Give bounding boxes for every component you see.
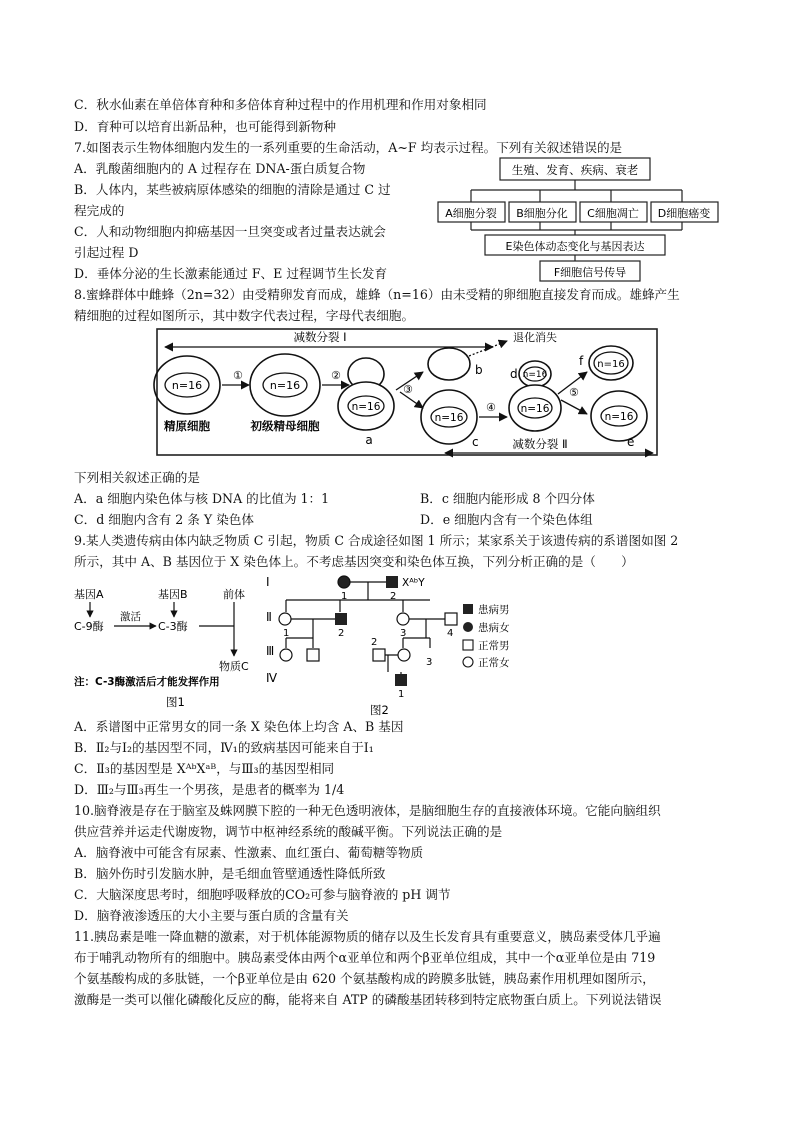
q11-stem-3: 个氨基酸构成的多肽链，一个β亚单位是由 620 个氨基酸构成的跨膜多肽链，胰岛素作用机理如图所示， xyxy=(74,971,655,986)
q7-option-d: D．垂体分泌的生长激素能通过 F、E 过程调节生长发育 xyxy=(74,266,388,281)
q7-option-a: A．乳酸菌细胞内的 A 过程存在 DNA-蛋白质复合物 xyxy=(74,161,366,176)
q8-option-c: C．d 细胞内含有 2 条 Y 染色体 xyxy=(74,512,254,527)
q8-option-d: D．e 细胞内含有一个染色体组 xyxy=(420,512,593,527)
fig8-step5: ⑤ xyxy=(569,386,579,399)
fig8-cell-label-c: n=16 xyxy=(434,412,464,424)
q8-option-b: B．c 细胞内能形成 8 个四分体 xyxy=(420,491,595,506)
ped-n-ii4: 4 xyxy=(447,628,454,639)
fig9-caption-2: 图2 xyxy=(370,703,389,717)
fig9-pedigree xyxy=(258,570,528,718)
ped-genotype: XᴬᵇY xyxy=(402,577,425,589)
fig8-cell-label-a: n=16 xyxy=(351,401,381,413)
q10-option-d: D．脑脊液渗透压的大小主要与蛋白质的含量有关 xyxy=(74,908,349,923)
fig8-label-c: c xyxy=(472,435,479,449)
fig7-a: A细胞分裂 xyxy=(445,207,497,220)
fig9-enzyme-c3: C-3酶 xyxy=(158,620,188,633)
fig8-cell-label-d-top: n=16 xyxy=(522,370,548,380)
q10-option-a: A．脑脊液中可能含有尿素、性激素、血红蛋白、葡萄糖等物质 xyxy=(74,845,424,860)
q9-option-c: C．Ⅱ₃的基因型是 XᴬᵇXᵃᴮ，与Ⅲ₃的基因型相同 xyxy=(74,761,335,776)
ped-n-ii1: 1 xyxy=(283,628,290,639)
fig8-cell-label-d: n=16 xyxy=(520,403,550,415)
fig9-pathway xyxy=(74,578,279,708)
ped-n-i2: 2 xyxy=(390,591,397,602)
fig8-step3: ③ xyxy=(403,383,413,396)
q8-stem: 8.蜜蜂群体中雌蜂（2n=32）由受精卵发育而成，雄蜂（n=16）由未受精的卵细胞直接发育而成。雄蜂产生 xyxy=(74,287,680,302)
line-option-c: C．秋水仙素在单倍体育种和多倍体育种过程中的作用机理和作用对象相同 xyxy=(74,97,487,112)
q7-option-c: C．人和动物细胞内抑癌基因一旦突变或者过量表达就会 xyxy=(74,224,386,239)
fig9-product-c: 物质C xyxy=(219,660,249,673)
q7-option-c-cont: 引起过程 D xyxy=(74,245,139,260)
ped-n-iii3: 3 xyxy=(426,657,433,668)
fig8-label-b: b xyxy=(475,363,483,377)
q8-stem-cont: 精细胞的过程如图所示，其中数字代表过程，字母代表细胞。 xyxy=(74,308,415,323)
fig7-c: C细胞凋亡 xyxy=(587,207,639,220)
fig8-cell-label-2: n=16 xyxy=(269,379,301,392)
ped-n-iv1: 1 xyxy=(398,689,405,700)
legend-normal-male: 正常男 xyxy=(478,640,510,652)
q8-prompt: 下列相关叙述正确的是 xyxy=(74,470,200,485)
fig8-step1: ① xyxy=(233,369,243,382)
fig7-top: 生殖、发育、疾病、衰老 xyxy=(511,163,639,177)
fig8-label-e: e xyxy=(627,435,635,449)
fig8-degenerate: 退化消失 xyxy=(513,331,557,344)
q11-stem: 11.胰岛素是唯一降血糖的激素，对于机体能源物质的储存以及生长发育具有重要意义，胰岛素受体几乎遍 xyxy=(74,929,661,944)
fig8-label-a: a xyxy=(365,433,373,447)
fig7-d: D细胞癌变 xyxy=(657,207,711,220)
q11-stem-4: 激酶是一类可以催化磷酸化反应的酶，能将来自 ATP 的磷酸基团转移到特定底物蛋白质上。下列说法错误 xyxy=(74,992,662,1007)
line-option-d: D．育种可以培育出新品种，也可能得到新物种 xyxy=(74,119,336,134)
ped-n-ii2: 2 xyxy=(338,628,345,639)
fig9-note: 注：C-3酶激活后才能发挥作用 xyxy=(74,676,220,688)
fig8-meiosis2: 减数分裂 Ⅱ xyxy=(512,437,568,451)
q7-option-b-cont: 程完成的 xyxy=(74,203,125,218)
fig9-enzyme-c9: C-9酶 xyxy=(74,620,104,633)
fig9-gene-b: 基因B xyxy=(158,588,188,601)
fig8-label-f: f xyxy=(579,354,584,368)
fig8-cell-label-f: n=16 xyxy=(597,359,625,370)
legend-normal-female: 正常女 xyxy=(478,657,510,669)
fig7-diagram xyxy=(435,155,720,285)
legend-affected-male: 患病男 xyxy=(478,604,510,616)
fig7-e: E染色体动态变化与基因表达 xyxy=(505,240,645,253)
q7-stem: 7.如图表示生物体细胞内发生的一系列重要的生命活动，A~F 均表示过程。下列有关叙述错误的是 xyxy=(74,140,623,155)
gen-1: Ⅰ xyxy=(266,575,270,589)
gen-2: Ⅱ xyxy=(266,610,272,624)
q8-option-a: A．a 细胞内染色体与核 DNA 的比值为 1：1 xyxy=(74,491,330,506)
fig8-step2: ② xyxy=(331,369,341,382)
q9-stem: 9.某人类遗传病由体内缺乏物质 C 引起，物质 C 合成途径如图 1 所示；某家系关于该遗传病的系谱图如图 2 xyxy=(74,533,679,548)
fig9-activate: 激活 xyxy=(120,611,141,623)
fig8-cell-label-1: n=16 xyxy=(171,379,203,392)
fig8-spermatogonium: 精原细胞 xyxy=(164,419,210,433)
q10-stem-cont: 供应营养并运走代谢废物，调节中枢神经系统的酸碱平衡。下列说法正确的是 xyxy=(74,824,503,839)
fig8-diagram xyxy=(145,326,665,464)
fig8-cell-label-e: n=16 xyxy=(604,411,634,423)
fig8-step4: ④ xyxy=(486,401,496,414)
fig7-b: B细胞分化 xyxy=(516,207,568,220)
fig9-gene-a: 基因A xyxy=(74,588,104,601)
q9-option-b: B．Ⅱ₂与Ⅰ₂的基因型不同，Ⅳ₁的致病基因可能来自于Ⅰ₁ xyxy=(74,740,374,755)
q9-option-a: A．系谱图中正常男女的同一条 X 染色体上均含 A、B 基因 xyxy=(74,719,404,734)
ped-n-ii3: 3 xyxy=(400,628,407,639)
ped-n-i1: 1 xyxy=(341,591,348,602)
q7-option-b: B．人体内，某些被病原体感染的细胞的清除是通过 C 过 xyxy=(74,182,391,197)
fig8-label-d: d xyxy=(510,367,518,381)
gen-4: Ⅳ xyxy=(266,671,278,685)
fig8-primary-spermatocyte: 初级精母细胞 xyxy=(250,419,320,433)
fig9-caption-1: 图1 xyxy=(166,695,185,708)
fig8-meiosis1: 减数分裂 Ⅰ xyxy=(293,330,347,344)
fig7-f: F细胞信号传导 xyxy=(553,266,627,279)
q9-stem-cont: 所示，其中 A、B 基因位于 X 染色体上。不考虑基因突变和染色体互换，下列分析正确的是（ ） xyxy=(74,554,634,569)
fig9-precursor: 前体 xyxy=(223,588,245,601)
q9-option-d: D．Ⅲ₂与Ⅲ₃再生一个男孩，是患者的概率为 1/4 xyxy=(74,782,345,797)
q10-option-b: B．脑外伤时引发脑水肿，是毛细血管壁通透性降低所致 xyxy=(74,866,386,881)
gen-3: Ⅲ xyxy=(266,644,275,658)
legend-affected-female: 患病女 xyxy=(478,622,510,634)
ped-n-iii2: 2 xyxy=(371,637,378,648)
q10-stem: 10.脑脊液是存在于脑室及蛛网膜下腔的一种无色透明液体，是脑细胞生存的直接液体环境。它能向脑组织 xyxy=(74,803,661,818)
q10-option-c: C．大脑深度思考时，细胞呼吸释放的CO₂可参与脑脊液的 pH 调节 xyxy=(74,887,451,902)
q11-stem-2: 布于哺乳动物所有的细胞中。胰岛素受体由两个α亚单位和两个β亚单位组成，其中一个α亚单位是由 719 xyxy=(74,950,656,965)
